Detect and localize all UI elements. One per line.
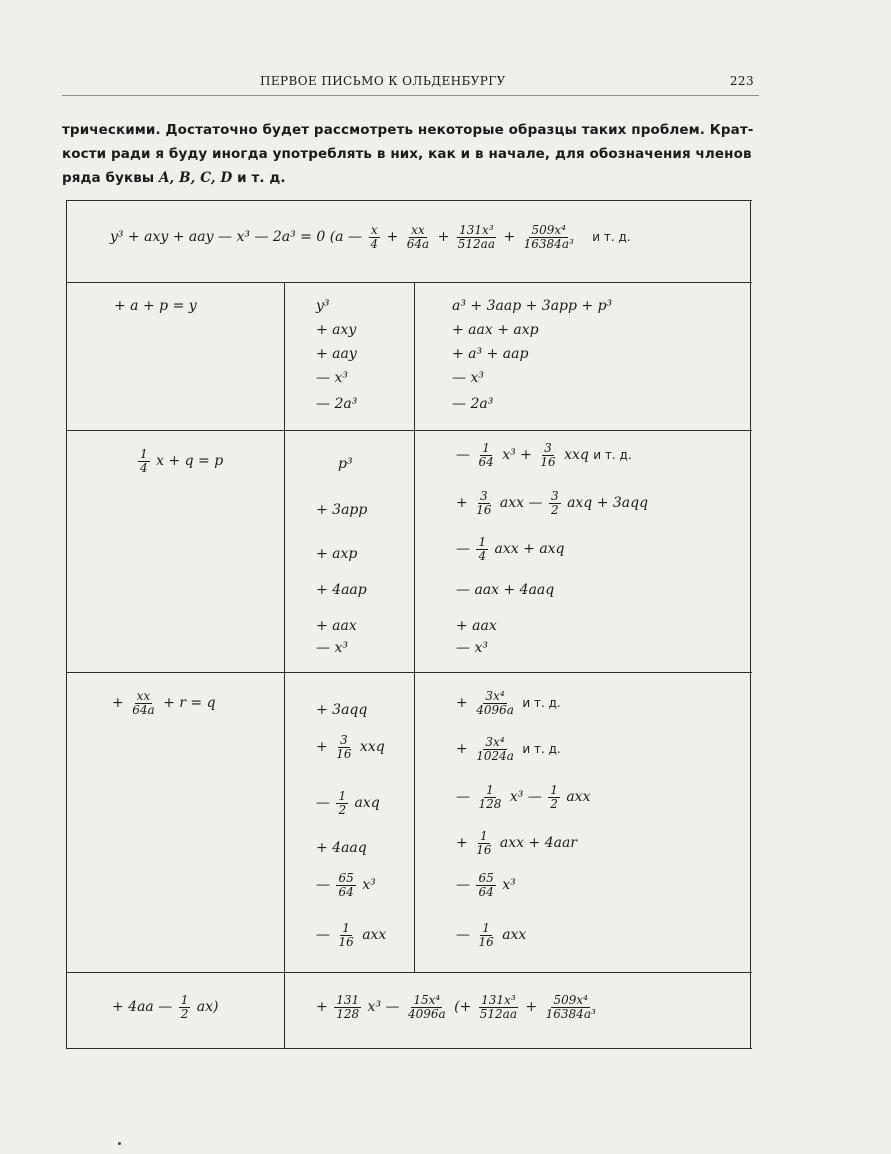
b4-term-3: +: [525, 999, 538, 1016]
b2r1-frac-2-den: 16: [540, 454, 556, 469]
b3r5-sign: —: [456, 877, 470, 894]
block2-expansion-5: + aax: [456, 618, 497, 634]
eq-frac-4-den: 16384a³: [523, 236, 574, 251]
b3r2-sign: +: [456, 741, 468, 758]
table-right-edge: [750, 200, 751, 1048]
b3r4-frac: [474, 830, 493, 856]
block2-frac: [138, 448, 150, 474]
b3r1-frac-num: 3x⁴: [485, 689, 505, 703]
equation-etc: и т. д.: [592, 230, 631, 245]
b3m2-frac-num: 3: [340, 733, 348, 747]
b3r5-frac-den: 64: [478, 884, 494, 899]
b3r4-term: axx + 4aar: [499, 835, 577, 852]
b4-frac-1: [334, 994, 361, 1020]
block1-expansion-5: — 2a³: [452, 396, 494, 412]
b2r3-frac-num: 1: [478, 535, 487, 549]
b2r1-etc: и т. д.: [593, 448, 632, 463]
block1-expansion-3: + a³ + aap: [452, 346, 529, 362]
b3r3-frac-1-den: 128: [478, 796, 502, 811]
b3r3-frac-1-num: 1: [486, 783, 494, 797]
b3r4-frac-den: 16: [476, 842, 492, 857]
equation-lhs: y³ + axy + aay — x³ — 2a³ = 0 (a —: [110, 229, 362, 246]
b3r5-frac: [476, 872, 495, 898]
block3-expansion-1: [456, 690, 561, 716]
block4-left-a: + 4aa —: [112, 999, 173, 1016]
scan-speck: [118, 1142, 121, 1145]
b3r3-frac-2: [548, 784, 560, 810]
b4-frac-3-num: 131x³: [481, 993, 516, 1007]
main-equation: y³ + axy + aay — x³ — 2a³ = 0 (a — $\frac{x}{4}$ + $\frac{xx}{64a}$ + $\frac{\text{131x³}}{512aa}$ + $\frac{\text{509x⁴}}{\text{16384a³}}$ и т. д.: [110, 223, 631, 251]
intro-line-3-end: и т. д.: [232, 170, 286, 186]
b4-frac-3: [478, 994, 519, 1020]
series-letters: A, B, C, D: [158, 170, 233, 186]
block1-term-1: y³: [316, 298, 330, 314]
eq-frac-2-den: 64a: [406, 236, 430, 251]
b3m5-frac-num: 65: [338, 871, 354, 885]
block2-substitution-rest: x + q = p: [156, 453, 224, 470]
b3r6-frac-num: 1: [482, 921, 490, 935]
b3r5-term: x³: [502, 877, 516, 894]
b3m6-frac-num: 1: [342, 921, 350, 935]
block2-expansion-1: [456, 442, 632, 468]
block3-expansion-6: [456, 922, 526, 948]
block3-substitution: [112, 690, 216, 716]
eq-frac-2: [405, 224, 431, 250]
b3m3-frac-den: 2: [338, 802, 347, 817]
table-rule-3: [66, 672, 752, 673]
b3r1-frac: [474, 690, 516, 716]
b3m6-term: axx: [362, 927, 387, 944]
table-top-rule: [66, 200, 752, 201]
b3m3-frac-num: 1: [338, 789, 347, 803]
b2r2-term-1: axx —: [499, 495, 543, 512]
table-bottom-rule: [66, 1048, 752, 1049]
block3-expansion-4: [456, 830, 577, 856]
b2r2-frac-2-num: 3: [550, 489, 559, 503]
computation-table: [66, 200, 752, 1048]
block4-frac-den: 2: [180, 1006, 189, 1021]
block3-frac-den: 64a: [132, 702, 155, 717]
block2-expansion-6: — x³: [456, 640, 488, 656]
b2r1-frac-2: [538, 442, 557, 468]
b2r2-frac-2-den: 2: [550, 502, 559, 517]
intro-line-3-start: ряда буквы: [62, 170, 159, 186]
page-number: 223: [729, 74, 754, 88]
eq-frac-3-num: 131x³: [459, 223, 494, 237]
b2r2-frac-1-den: 16: [476, 502, 492, 517]
b3r3-sign-2: —: [527, 789, 542, 806]
b3m2-sign: +: [316, 739, 328, 756]
b2r1-frac-1: [476, 442, 495, 468]
table-rule-1: [66, 282, 752, 283]
block1-term-2: + axy: [316, 322, 357, 338]
b3m2-frac: [334, 734, 353, 760]
block1-term-5: — 2a³: [316, 396, 358, 412]
b4-term-1: x³ —: [367, 999, 400, 1016]
block3-sign: +: [112, 695, 124, 712]
b3r2-frac-den: 1024a: [476, 748, 514, 763]
b3r6-frac-den: 16: [478, 934, 494, 949]
column-divider-2: [414, 282, 415, 972]
block2-substitution: [136, 448, 223, 474]
block3-term-2: [316, 734, 385, 760]
b2r1-term-2: xxq: [564, 447, 589, 464]
eq-frac-4: [522, 224, 576, 250]
b2r1-frac-1-num: 1: [482, 441, 490, 455]
b2r1-sign-1: —: [456, 447, 470, 464]
b3r3-frac-2-den: 2: [550, 796, 558, 811]
block2-term-1: p³: [338, 456, 353, 472]
b2r3-frac: [476, 536, 488, 562]
header-rule: [62, 95, 759, 96]
b2r1-frac-2-num: 3: [544, 441, 552, 455]
b4-frac-2-num: 15x⁴: [413, 993, 441, 1007]
intro-line-3: [62, 166, 762, 190]
b3m5-sign: —: [316, 877, 330, 894]
eq-frac-1: [368, 224, 380, 250]
block4-left-b: ax): [196, 999, 219, 1016]
eq-frac-3-den: 512aa: [457, 236, 495, 251]
b3r2-etc: и т. д.: [522, 742, 561, 757]
block3-frac: [130, 690, 156, 716]
b2r1-frac-1-den: 64: [478, 454, 494, 469]
block3-term-6: [316, 922, 386, 948]
block2-expansion-2: [456, 490, 648, 516]
block1-expansion-4: — x³: [452, 370, 484, 386]
b2r3-frac-den: 4: [478, 548, 487, 563]
b3r1-etc: и т. д.: [522, 696, 561, 711]
b3m2-frac-den: 16: [336, 746, 352, 761]
block4-frac: [179, 994, 191, 1020]
block2-frac-num: 1: [140, 447, 148, 461]
block2-term-5: + aax: [316, 618, 357, 634]
column-divider-1: [284, 282, 285, 1048]
b2r1-term-1: x³: [502, 447, 516, 464]
b3m3-sign: —: [316, 795, 330, 812]
b3m6-frac-den: 16: [338, 934, 354, 949]
b3r4-sign: +: [456, 835, 468, 852]
b4-frac-1-num: 131: [336, 993, 360, 1007]
block2-expansion-3: [456, 536, 565, 562]
block2-expansion-4: — aax + 4aaq: [456, 582, 555, 598]
table-left-edge: [66, 200, 67, 1048]
table-rule-4: [66, 972, 752, 973]
block3-term-4: + 4aaq: [316, 840, 367, 856]
b4-frac-4-num: 509x⁴: [553, 993, 588, 1007]
block3-term-5: [316, 872, 376, 898]
eq-frac-1-den: 4: [370, 236, 379, 251]
block2-term-3: + axp: [316, 546, 358, 562]
eq-frac-2-num: xx: [411, 223, 425, 237]
block2-term-2: + 3app: [316, 502, 368, 518]
b3m5-frac-den: 64: [338, 884, 354, 899]
block3-expansion-5: [456, 872, 516, 898]
b3m3-frac: [336, 790, 348, 816]
b3r6-sign: —: [456, 927, 470, 944]
block3-term-3: [316, 790, 380, 816]
b2r2-frac-1-num: 3: [480, 489, 488, 503]
b3r1-frac-den: 4096a: [476, 702, 514, 717]
block4-expansion: [316, 994, 600, 1020]
b4-frac-4-den: 16384a³: [545, 1006, 596, 1021]
b3m2-term: xxq: [359, 739, 385, 756]
b3r6-term: axx: [502, 927, 527, 944]
b3r2-frac-num: 3x⁴: [485, 735, 505, 749]
block4-substitution: [112, 994, 219, 1020]
b3m5-frac: [336, 872, 355, 898]
intro-line-2: кости ради я буду иногда употреблять в них, как и в начале, для обозначения членов: [62, 146, 752, 162]
block3-expansion-3: [456, 784, 590, 810]
b2r2-term-2: axq + 3aqq: [567, 495, 649, 512]
table-rule-2: [66, 430, 752, 431]
b3r3-sign-1: —: [456, 789, 470, 806]
block3-frac-num: xx: [136, 689, 151, 703]
b2r2-frac-1: [474, 490, 493, 516]
b3r5-frac-num: 65: [478, 871, 494, 885]
b3r4-frac-num: 1: [480, 829, 488, 843]
block3-expansion-2: [456, 736, 561, 762]
b4-frac-3-den: 512aa: [479, 1006, 517, 1021]
block2-frac-den: 4: [140, 460, 148, 475]
b3r3-term-1: x³: [509, 789, 524, 806]
b4-term-2: (+: [454, 999, 472, 1016]
b4-frac-2: [406, 994, 448, 1020]
block2-term-4: + 4aap: [316, 582, 367, 598]
b4-frac-4: [544, 994, 598, 1020]
intro-paragraph: [62, 118, 762, 190]
block4-frac-num: 1: [180, 993, 189, 1007]
b3m3-term: axq: [354, 795, 380, 812]
b3m6-sign: —: [316, 927, 330, 944]
eq-frac-4-num: 509x⁴: [531, 223, 566, 237]
b2r2-sign: +: [456, 495, 468, 512]
b3r6-frac: [476, 922, 495, 948]
eq-frac-3: [456, 224, 497, 250]
block1-substitution: + a + p = y: [114, 298, 197, 314]
b2r3-sign: —: [456, 541, 470, 558]
block1-expansion-1: a³ + 3aap + 3app + p³: [452, 298, 613, 314]
running-head-title: ПЕРВОЕ ПИСЬМО К ОЛЬДЕНБУРГУ: [260, 74, 506, 88]
block1-expansion-2: + aax + axp: [452, 322, 539, 338]
b4-sign-1: +: [316, 999, 328, 1016]
block3-term-1: + 3aqq: [316, 702, 368, 718]
b3r2-frac: [474, 736, 516, 762]
b3r1-sign: +: [456, 695, 468, 712]
b2r2-frac-2: [549, 490, 561, 516]
b3m5-term: x³: [362, 877, 376, 894]
b4-frac-2-den: 4096a: [407, 1006, 446, 1021]
block3-substitution-rest: + r = q: [163, 695, 216, 712]
block2-term-6: — x³: [316, 640, 348, 656]
b3r3-frac-2-num: 1: [550, 783, 558, 797]
intro-line-1: трическими. Достаточно будет рассмотреть некоторые образцы таких проблем. Крат-: [62, 122, 754, 138]
b2r3-term: axx + axq: [494, 541, 565, 558]
b2r1-sign-2: +: [520, 447, 532, 464]
b3r3-frac-1: [476, 784, 503, 810]
eq-frac-1-num: x: [370, 223, 378, 237]
b4-frac-1-den: 128: [336, 1006, 360, 1021]
b3r3-term-2: axx: [566, 789, 591, 806]
block1-term-4: — x³: [316, 370, 348, 386]
b3m6-frac: [336, 922, 355, 948]
block1-term-3: + aay: [316, 346, 357, 362]
